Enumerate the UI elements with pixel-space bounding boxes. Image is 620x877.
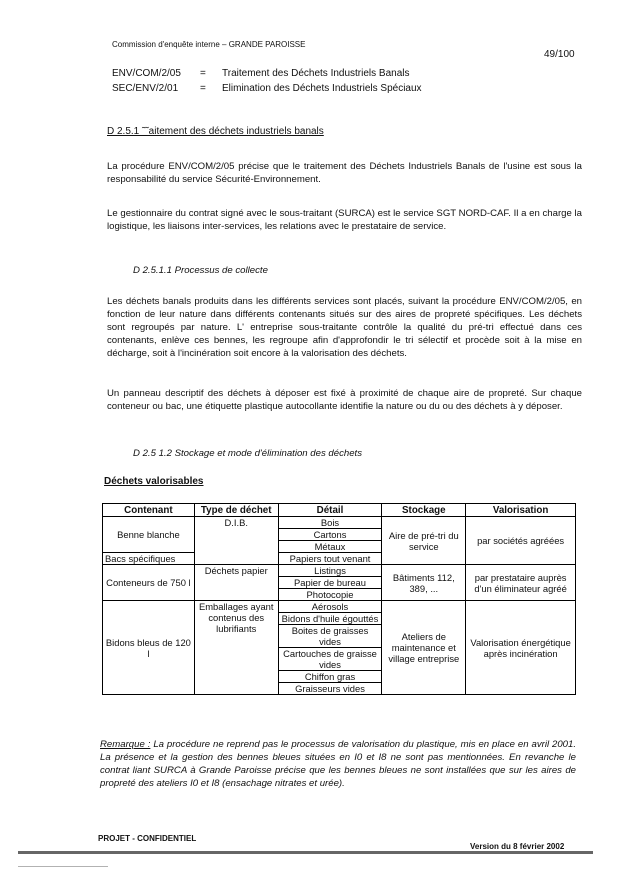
table-title: Déchets valorisables (104, 476, 204, 487)
cell-dib: D.I.B. (194, 517, 278, 565)
cell-bacs-specifiques: Bacs spécifiques (103, 553, 195, 565)
code-eq-2: = (200, 83, 206, 94)
cell-detail: Cartouches de graisse vides (278, 648, 382, 671)
remark (100, 738, 576, 790)
code-desc-2: Elimination des Déchets Industriels Spéciaux (222, 83, 422, 94)
cell-stockage-papier: Bâtiments 112, 389, ... (382, 565, 466, 601)
cell-detail: Photocopie (278, 589, 382, 601)
footer-divider (18, 851, 593, 854)
paragraph-1: La procédure ENV/COM/2/05 précise que le traitement des Déchets Industriels Banals de l'usine est sous la responsabilité du service Sécurité-Environnement. (107, 161, 582, 185)
footer-confidential: PROJET - CONFIDENTIEL (98, 834, 197, 843)
cell-benne-blanche: Benne blanche (103, 517, 195, 553)
cell-detail: Cartons (278, 529, 382, 541)
header-detail: Détail (278, 504, 382, 517)
paragraph-2: Le gestionnaire du contrat signé avec le sous-traitant (SURCA) est le service SGT NORD-CAF. Il a en charge la logistique, les liaisons inter-services, les relations avec le prestataire de service. (107, 208, 582, 232)
cell-stockage-dib: Aire de pré-tri du service (382, 517, 466, 565)
code-id: SEC/ENV/2/01 (112, 83, 179, 94)
cell-detail: Papier de bureau (278, 577, 382, 589)
cell-detail: Bidons d'huile égouttés (278, 613, 382, 625)
code-line-2 (112, 83, 178, 94)
cell-stockage-bidons: Ateliers de maintenance et village entreprise (382, 601, 466, 695)
remark-text: La procédure ne reprend pas le processus de valorisation du plastique, mis en place en avril 2001. La présence et la gestion des bennes bleues situées en I0 et I8 ne sont pas mentionnées. En revanche le contrat liant SURCA à Grande Paroisse précise que les bennes bleues ne sont installées que sur les aires de propreté des ateliers I0 et I8 (ensachage nitrates et urée). (100, 739, 577, 789)
cell-detail: Listings (278, 565, 382, 577)
subsection-title-stockage: D 2.5 1.2 Stockage et mode d'élimination des déchets (133, 448, 363, 459)
section-title: D 2.5.1 ˜˜aitement des déchets industriels banals (107, 126, 324, 137)
header-contenant: Contenant (103, 504, 195, 517)
table-row (103, 565, 576, 577)
cell-conteneurs: Conteneurs de 750 l (103, 565, 195, 601)
cell-detail: Bois (278, 517, 382, 529)
code-eq-1: = (200, 68, 206, 79)
cell-detail: Boites de graisses vides (278, 625, 382, 648)
paragraph-3: Les déchets banals produits dans les différents services sont placés, suivant la procédure ENV/COM/2/05, en fonction de leur nature dans différents contenants situés sur des aires de propreté spécifiques. Les déchets sont regroupés par nature. L' entreprise sous-traitante contrôle la qualité du pré-tri effectué dans ces contenants, enlève ces bennes, les regroupe afin d'approfondir le tri sélectif et procède soit à la mise en décharge, soit à l'incinération soit encore à la valorisation des déchets. (107, 296, 582, 359)
cell-detail: Métaux (278, 541, 382, 553)
code-id: ENV/COM/2/05 (112, 68, 181, 79)
header-valorisation: Valorisation (466, 504, 576, 517)
page-number: 49/100 (544, 49, 575, 60)
cell-valo-dib: par sociétés agréées (466, 517, 576, 565)
cell-bidons: Bidons bleus de 120 l (103, 601, 195, 695)
header-stockage: Stockage (382, 504, 466, 517)
header-type: Type de déchet (194, 504, 278, 517)
cell-detail: Papiers tout venant (278, 553, 382, 565)
cell-dechets-papier: Déchets papier (194, 565, 278, 601)
table-row (103, 601, 576, 613)
commission-header: Commission d'enquête interne – GRANDE PAROISSE (112, 40, 306, 49)
waste-table (102, 503, 576, 695)
subsection-title-collecte: D 2.5.1.1 Processus de collecte (133, 265, 268, 276)
cell-valo-bidons: Valorisation énergétique après incinération (466, 601, 576, 695)
cell-detail: Chiffon gras (278, 671, 382, 683)
cell-valo-papier: par prestataire auprès d'un éliminateur agréé (466, 565, 576, 601)
paragraph-4: Un panneau descriptif des déchets à déposer est fixé à proximité de chaque aire de propreté. Sur chaque conteneur ou bac, une étiquette plastique autocollante identifie la nature ou du ou des déchets à y déposer. (107, 388, 582, 412)
footer-version: Version du 8 février 2002 (470, 842, 565, 851)
table-header-row (103, 504, 576, 517)
code-line-1 (112, 68, 181, 79)
cell-emballages: Emballages ayant contenus des lubrifiants (194, 601, 278, 695)
code-desc-1: Traitement des Déchets Industriels Banals (222, 68, 410, 79)
cell-detail: Graisseurs vides (278, 683, 382, 695)
table-row (103, 517, 576, 529)
remark-label: Remarque : (100, 739, 151, 750)
scan-artifact (18, 866, 108, 867)
cell-detail: Aérosols (278, 601, 382, 613)
